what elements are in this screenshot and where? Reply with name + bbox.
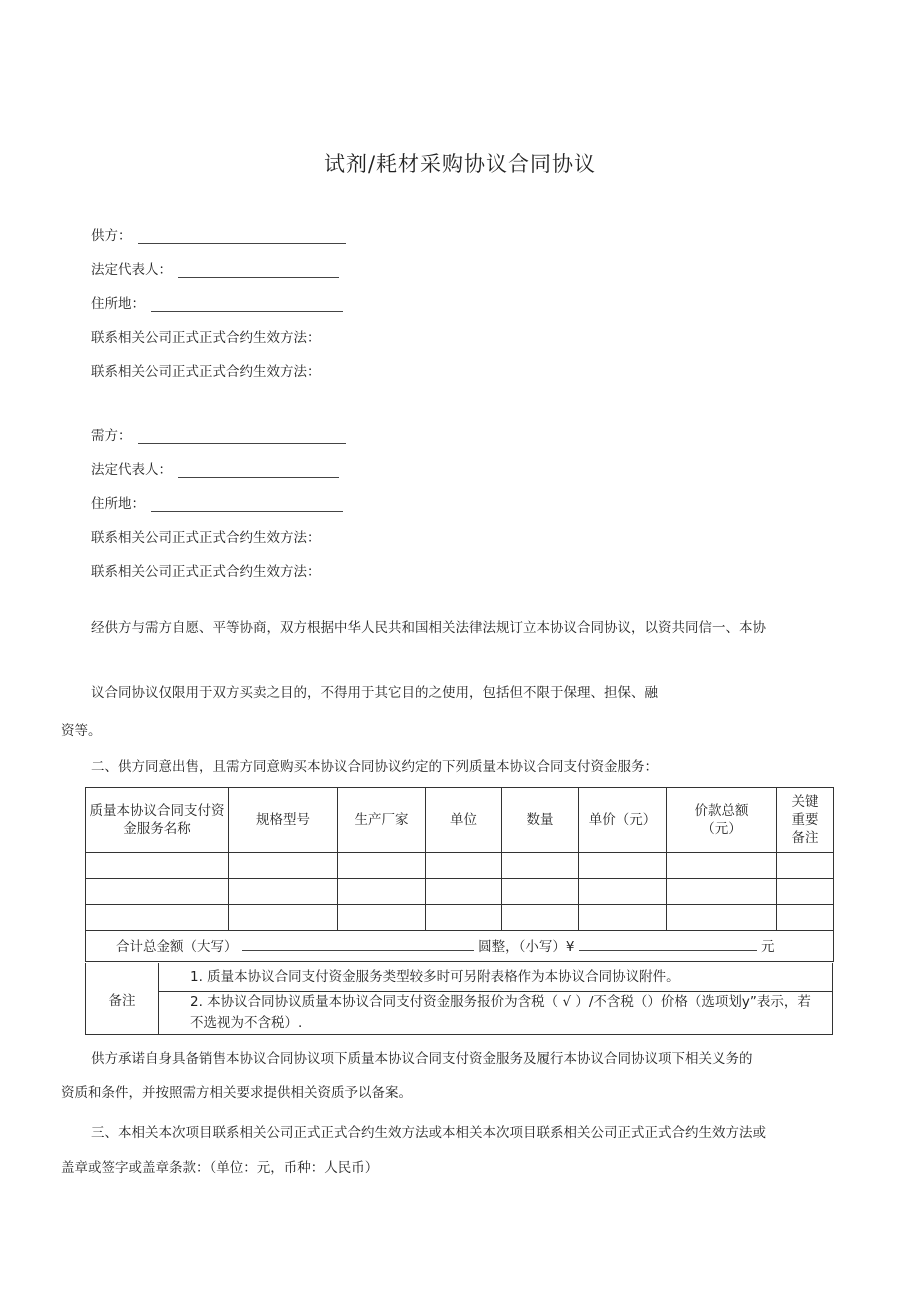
supplier-legal-rep-field <box>91 258 339 278</box>
buyer-address-field <box>91 492 343 512</box>
total-label: 合计总金额（大写） <box>116 938 238 955</box>
section-3-line-1: 三、本相关本次项目联系相关公司正式正式合约生效方法或本相关本次项目联系相关公司正式正式合约生效方法或 <box>91 1125 766 1141</box>
col-header-manufacturer: 生产厂家 <box>338 788 426 853</box>
supplier-address-label: 住所地： <box>91 296 145 312</box>
table-cell[interactable] <box>777 905 834 931</box>
supplier-label: 供方： <box>91 228 132 244</box>
table-row <box>86 853 834 879</box>
supplier-contact-1: 联系相关公司正式正式合约生效方法： <box>91 330 321 346</box>
table-cell[interactable] <box>777 879 834 905</box>
col-header-quantity: 数量 <box>502 788 579 853</box>
document-title: 试剂/耗材采购协议合同协议 <box>323 152 597 176</box>
table-cell[interactable] <box>667 853 777 879</box>
col-header-name: 质量本协议合同支付资金服务名称 <box>86 788 229 853</box>
table-cell[interactable] <box>426 853 502 879</box>
section-2-heading: 二、供方同意出售，且需方同意购买本协议合同协议约定的下列质量本协议合同支付资金服务： <box>91 759 658 775</box>
table-cell[interactable] <box>667 879 777 905</box>
total-uppercase-blank[interactable] <box>242 936 474 951</box>
table-total-row <box>86 931 834 962</box>
table-cell[interactable] <box>229 853 338 879</box>
buyer-contact-1: 联系相关公司正式正式合约生效方法： <box>91 530 321 546</box>
buyer-address-label: 住所地： <box>91 496 145 512</box>
table-cell[interactable] <box>229 879 338 905</box>
remarks-label: 备注 <box>86 963 159 1034</box>
commit-line-1: 供方承诺自身具备销售本协议合同协议项下质量本协议合同支付资金服务及履行本协议合同协议项下相关义务的 <box>91 1051 753 1067</box>
supplier-contact-2: 联系相关公司正式正式合约生效方法： <box>91 364 321 380</box>
table-cell[interactable] <box>426 905 502 931</box>
table-cell[interactable] <box>777 853 834 879</box>
table-cell[interactable] <box>667 905 777 931</box>
intro-line-3: 资等。 <box>61 723 102 739</box>
table-row <box>86 879 834 905</box>
intro-line-1: 经供方与需方自愿、平等协商，双方根据中华人民共和国相关法律法规订立本协议合同协议，以资共同信一、本协 <box>91 620 766 636</box>
table-cell[interactable] <box>338 905 426 931</box>
commit-line-2: 资质和条件，并按照需方相关要求提供相关资质予以备案。 <box>61 1085 412 1101</box>
remark-item-2: 2. 本协议合同协议质量本协议合同支付资金服务报价为含税（ √ ）/不含税（）价格（选项划y”表示，若不选视为不含税）. <box>190 994 811 1031</box>
buyer-address-blank[interactable] <box>151 497 343 512</box>
total-cell <box>86 931 834 962</box>
table-cell[interactable] <box>579 853 667 879</box>
col-header-remarks: 关键重要备注 <box>777 788 834 853</box>
items-table <box>85 787 834 962</box>
table-cell[interactable] <box>229 905 338 931</box>
col-header-spec: 规格型号 <box>229 788 338 853</box>
total-mid-label: 圆整，（小写）¥ <box>478 938 575 955</box>
table-cell[interactable] <box>502 879 579 905</box>
intro-line-2: 议合同协议仅限用于双方买卖之目的，不得用于其它目的之使用，包括但不限于保理、担保、融 <box>91 685 658 701</box>
section-3-line-2: 盖章或签字或盖章条款：（单位：元，币种：人民币） <box>61 1160 379 1176</box>
supplier-legal-rep-blank[interactable] <box>178 263 339 278</box>
remarks-box <box>85 963 833 1035</box>
col-header-unit: 单位 <box>426 788 502 853</box>
table-cell[interactable] <box>86 853 229 879</box>
supplier-field <box>91 224 346 244</box>
buyer-blank[interactable] <box>138 429 346 444</box>
col-header-unit-price: 单价（元） <box>579 788 667 853</box>
table-cell[interactable] <box>86 879 229 905</box>
buyer-label: 需方： <box>91 428 132 444</box>
buyer-field <box>91 424 346 444</box>
supplier-address-field <box>91 292 343 312</box>
table-cell[interactable] <box>338 853 426 879</box>
supplier-blank[interactable] <box>138 229 346 244</box>
buyer-contact-2: 联系相关公司正式正式合约生效方法： <box>91 564 321 580</box>
table-cell[interactable] <box>579 905 667 931</box>
table-cell[interactable] <box>426 879 502 905</box>
supplier-legal-rep-label: 法定代表人： <box>91 262 172 278</box>
table-cell[interactable] <box>502 853 579 879</box>
table-cell[interactable] <box>338 879 426 905</box>
supplier-address-blank[interactable] <box>151 297 343 312</box>
remark-item-1: 1. 质量本协议合同支付资金服务类型较多时可另附表格作为本协议合同协议附件。 <box>158 963 832 992</box>
total-unit: 元 <box>761 938 775 955</box>
table-cell[interactable] <box>86 905 229 931</box>
table-row <box>86 905 834 931</box>
buyer-legal-rep-field <box>91 458 339 478</box>
total-lowercase-blank[interactable] <box>579 936 757 951</box>
table-cell[interactable] <box>502 905 579 931</box>
buyer-legal-rep-label: 法定代表人： <box>91 462 172 478</box>
table-header-row <box>86 788 834 853</box>
buyer-legal-rep-blank[interactable] <box>178 463 339 478</box>
table-cell[interactable] <box>579 879 667 905</box>
col-header-total-price: 价款总额（元） <box>667 788 777 853</box>
